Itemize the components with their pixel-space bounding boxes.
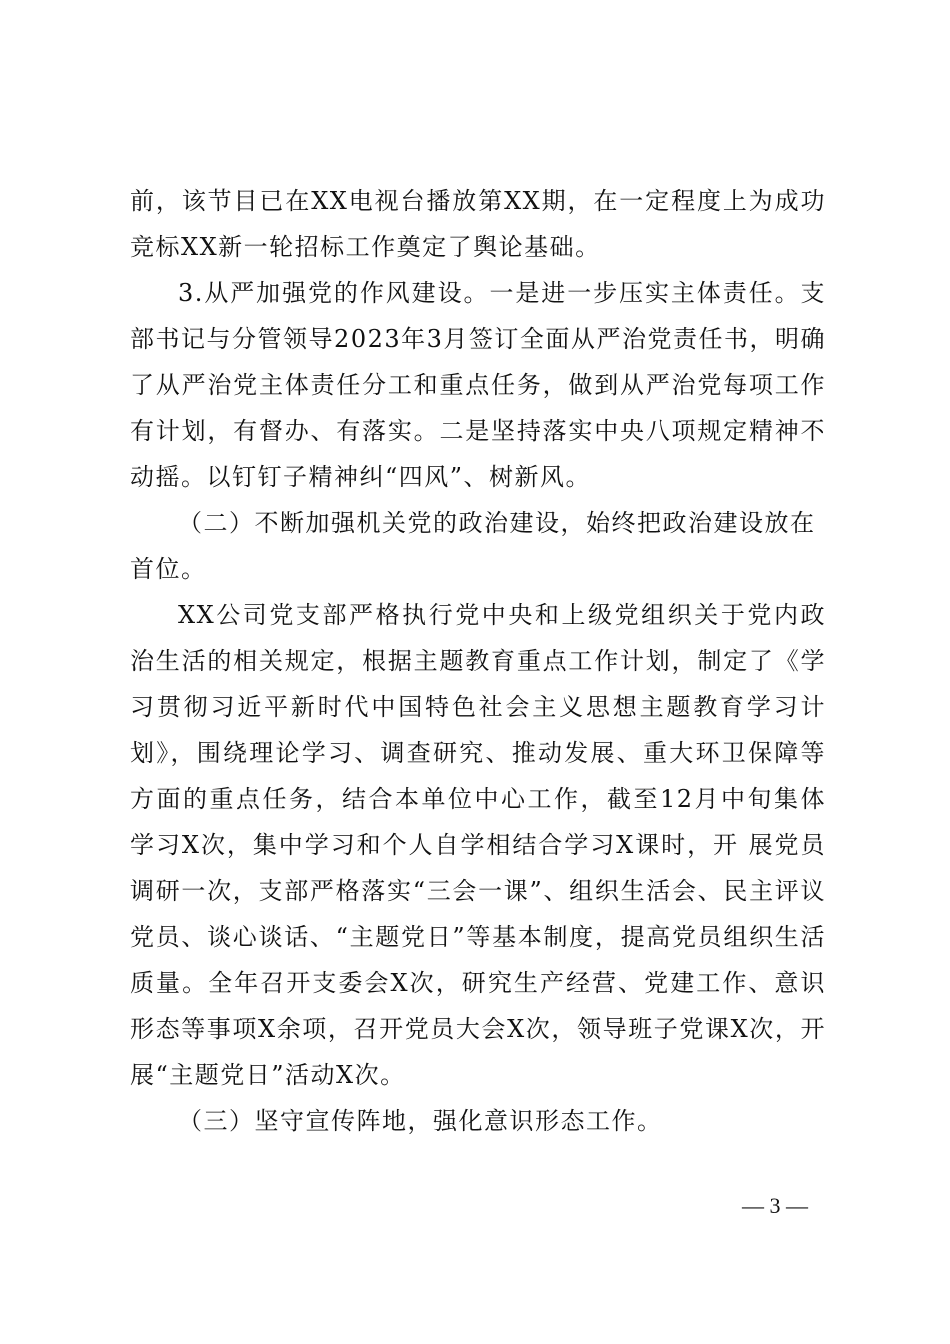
document-body [130,178,826,1144]
section-heading-three: （三）坚守宣传阵地，强化意识形态工作。 [178,1107,663,1135]
paragraph-continuation: 前，该节目已在XX电视台播放第XX期，在一定程度上为成功竞标XX新一轮招标工作奠定了舆论基础。 [130,187,826,261]
section-heading-two: （二）不断加强机关党的政治建设，始终把政治建设放在首位。 [130,509,816,583]
paragraph-style-building: 3.从严加强党的作风建设。一是进一步压实主体责任。支部书记与分管领导2023年3月签订全面从严治党责任书，明确了从严治党主体责任分工和重点任务，做到从严治党每项工作有计划，有督办、有落实。二是坚持落实中央八项规定精神不动摇。以钉钉子精神纠“四风”、树新风。 [130,279,826,491]
page-number: — 3 — [742,1193,808,1218]
paragraph-political-life: XX公司党支部严格执行党中央和上级党组织关于党内政治生活的相关规定，根据主题教育重点工作计划，制定了《学习贯彻习近平新时代中国特色社会主义思想主题教育学习计划》，围绕理论学习、调查研究、推动发展、重大环卫保障等方面的重点任务，结合本单位中心工作，截至12月中旬集体学习X次，集中学习和个人自学相结合学习X课时，开 展党员调研一次，支部严格落实“三会一课”、组织生活会、民主评议党员、谈心谈话、“主题党日”等基本制度，提高党员组织生活质量。全年召开支委会X次，研究生产经营、党建工作、意识形态等事项X余项，召开党员大会X次，领导班子党课X次，开展“主题党日”活动X次。 [130,601,826,1089]
